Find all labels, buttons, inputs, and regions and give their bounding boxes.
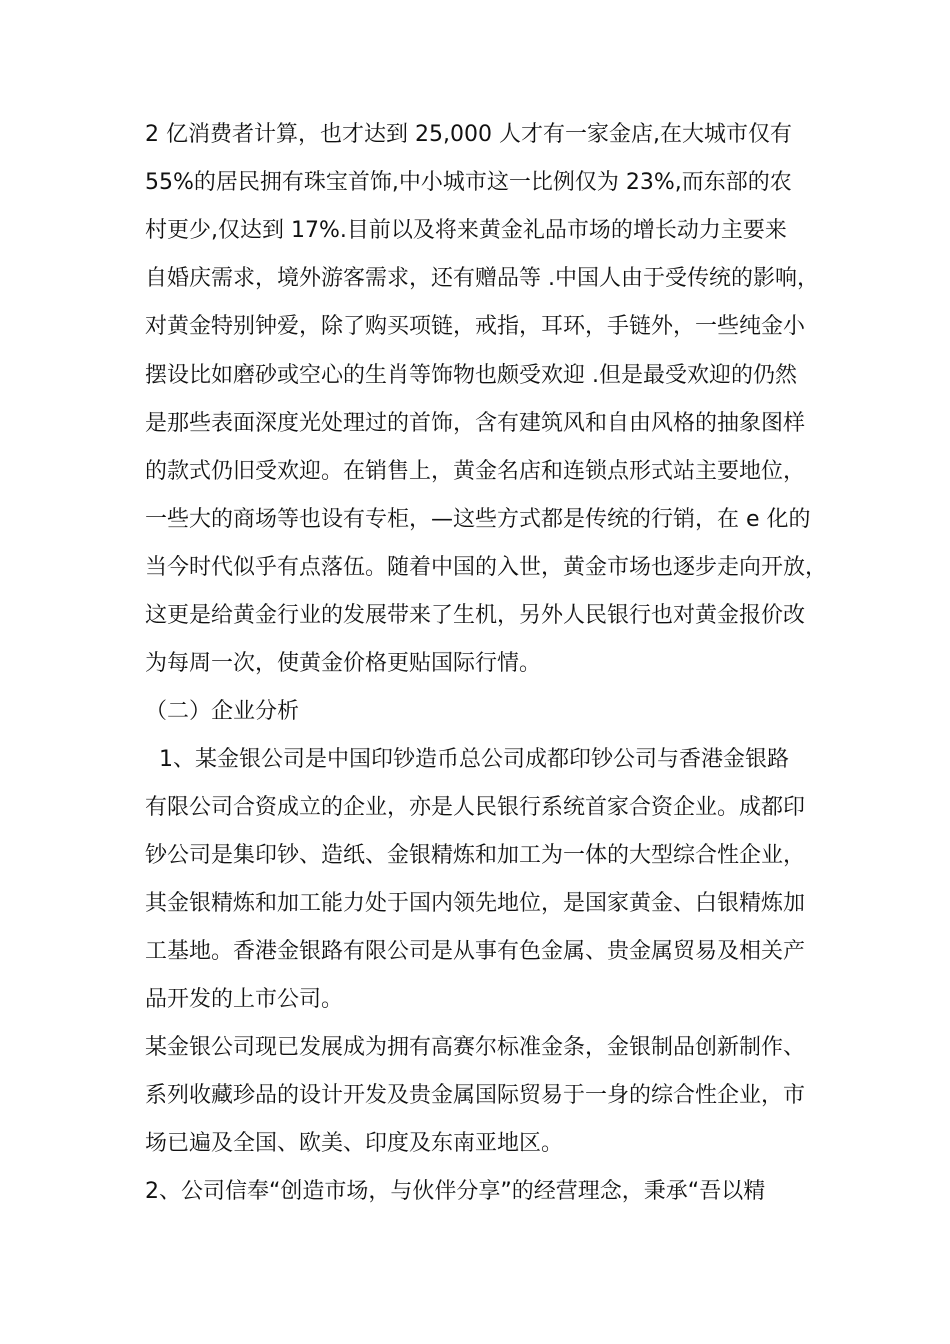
- text-line: 1、某金银公司是中国印钞造币总公司成都印钞公司与香港金银路: [145, 747, 789, 772]
- text-line: 2 亿消费者计算，也才达到 25,000 人才有一家金店,在大城市仅有: [145, 122, 792, 147]
- text-line: 钞公司是集印钞、造纸、金银精炼和加工为一体的大型综合性企业，: [145, 843, 806, 868]
- text-line: 一些大的商场等也设有专柜，—这些方式都是传统的行销，在 e 化的: [145, 507, 811, 532]
- section-heading: （二）企业分析: [145, 699, 300, 724]
- text-line: 摆设比如磨砂或空心的生肖等饰物也颇受欢迎 .但是最受欢迎的仍然: [145, 363, 797, 388]
- text-line: 某金银公司现已发展成为拥有高赛尔标准金条，金银制品创新制作、: [145, 1035, 806, 1060]
- text-line: 村更少,仅达到 17%.目前以及将来黄金礼品市场的增长动力主要来: [145, 218, 787, 243]
- text-line: 工基地。香港金银路有限公司是从事有色金属、贵金属贸易及相关产: [145, 939, 806, 964]
- text-line: 当今时代似乎有点落伍。随着中国的入世，黄金市场也逐步走向开放，: [145, 555, 828, 580]
- text-line: 有限公司合资成立的企业，亦是人民银行系统首家合资企业。成都印: [145, 795, 806, 820]
- text-line: 为每周一次，使黄金价格更贴国际行情。: [145, 651, 542, 676]
- text-line: 其金银精炼和加工能力处于国内领先地位，是国家黄金、白银精炼加: [145, 891, 806, 916]
- text-line: 对黄金特别钟爱，除了购买项链，戒指，耳环，手链外，一些纯金小: [145, 314, 806, 339]
- text-line: 场已遍及全国、欧美、印度及东南亚地区。: [145, 1131, 564, 1156]
- text-line: 55%的居民拥有珠宝首饰,中小城市这一比例仅为 23%,而东部的农: [145, 170, 792, 195]
- text-line: 自婚庆需求，境外游客需求，还有赠品等 .中国人由于受传统的影响，: [145, 266, 819, 291]
- text-line: 品开发的上市公司。: [145, 987, 344, 1012]
- text-line: 这更是给黄金行业的发展带来了生机，另外人民银行也对黄金报价改: [145, 603, 806, 628]
- text-line: 是那些表面深度光处理过的首饰，含有建筑风和自由风格的抽象图样: [145, 411, 806, 436]
- text-line: 系列收藏珍品的设计开发及贵金属国际贸易于一身的综合性企业，市: [145, 1083, 806, 1108]
- text-line: 2、公司信奉“创造市场，与伙伴分享”的经营理念，秉承“吾以精: [145, 1179, 766, 1204]
- text-line: 的款式仍旧受欢迎。在销售上，黄金名店和连锁点形式站主要地位，: [145, 459, 806, 484]
